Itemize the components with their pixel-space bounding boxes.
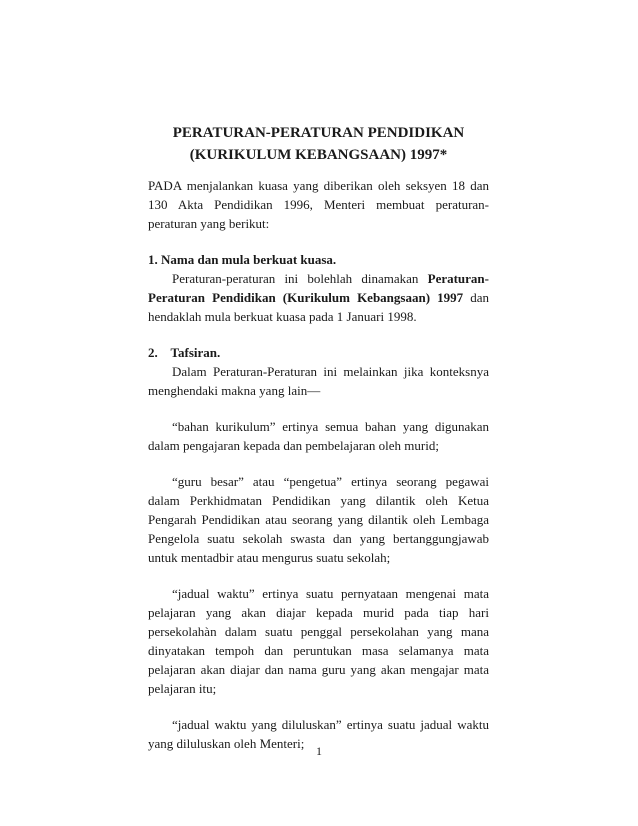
definition-paragraph: “jadual waktu” ertinya suatu pernyataan mengenai mata pelajaran yang akan diajar kepada murid pada tiap hari persekolahàn dalam suatu penggal persekolahan yang mana dinyatakan tempoh dan peruntukan masa selamanya mata pelajaran akan diajar dan nama guru yang akan mengajar mata pelajaran itu; — [148, 586, 489, 696]
section-1-paragraph — [148, 269, 489, 326]
preamble-paragraph: PADA menjalankan kuasa yang diberikan oleh seksyen 18 dan 130 Akta Pendidikan 1996, Menteri membuat peraturan-peraturan yang berikut: — [148, 178, 489, 231]
section-1-text-before: Peraturan-peraturan ini bolehlah dinamakan — [172, 271, 428, 286]
page-number: 1 — [316, 744, 322, 758]
section-1-text-after: dan hendaklah mula berkuat kuasa pada 1 Januari 1998. — [148, 290, 489, 324]
document-body — [148, 122, 489, 753]
title-line-1: PERATURAN-PERATURAN PENDIDIKAN — [172, 125, 465, 141]
definition-paragraph: “guru besar” atau “pengetua” ertinya seorang pegawai dalam Perkhidmatan Pendidikan yang dilantik oleh Ketua Pengarah Pendidikan atau seorang yang dilantik oleh Lembaga Pengelola suatu sekolah swasta dan yang bertanggungjawab untuk mentadbir atau mengurus suatu sekolah; — [148, 474, 489, 565]
definition-paragraph: “bahan kurikulum” ertinya semua bahan yang digunakan dalam pengajaran kepada dan pembelajaran oleh murid; — [148, 419, 489, 453]
section-1-heading: 1. Nama dan mula berkuat kuasa. — [148, 252, 337, 267]
regulation-name: Peraturan-Peraturan Pendidikan (Kurikulum Kebangsaan) 1997 — [148, 271, 489, 305]
document-title — [148, 122, 489, 166]
title-line-2: (KURIKULUM KEBANGSAAN) 1997* — [189, 147, 448, 163]
definition-paragraph: “jadual waktu yang diluluskan” ertinya suatu jadual waktu yang diluluskan oleh Menteri; — [148, 717, 489, 751]
section-2-heading: 2. Tafsiran. — [148, 345, 221, 360]
section-2-intro: Dalam Peraturan-Peraturan ini melainkan jika konteksnya menghendaki makna yang lain— — [148, 364, 489, 398]
